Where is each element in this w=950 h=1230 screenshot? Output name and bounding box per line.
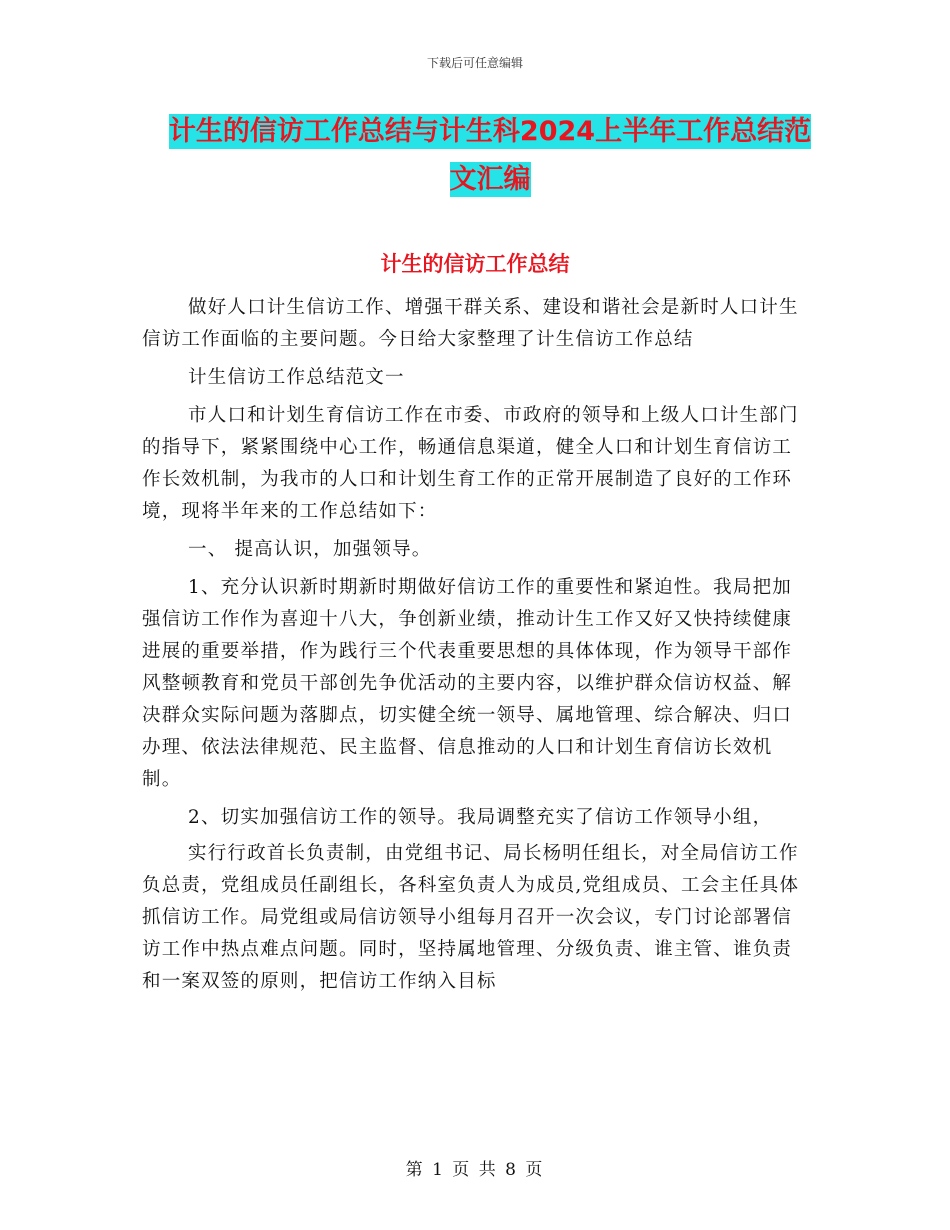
section-title: 计生的信访工作总结 [380, 252, 570, 276]
paragraph-heading-1: 一、 提高认识，加强领导。 [188, 539, 432, 560]
page-header-note: 下载后可任意编辑 [426, 56, 523, 70]
paragraph-intro: 做好人口计生信访工作、增强干群关系、建设和谐社会是新时人口计生信访工作面临的主要问题。今日给大家整理了计生信访工作总结 [142, 297, 799, 350]
paragraph-subtitle: 计生信访工作总结范文一 [188, 367, 405, 388]
page-footer-number: 第 1 页 共 8 页 [405, 1160, 545, 1180]
paragraph-item-2: 2、切实加强信访工作的领导。我局调整充实了信访工作领导小组， [188, 807, 773, 828]
document-title [140, 108, 840, 204]
paragraph-item-1: 1、充分认识新时期新时期做好信访工作的重要性和紧迫性。我局把加强信访工作作为喜迎十八大，争创新业绩，推动计生工作又好又快持续健康进展的重要举措，作为践行三个代表重要思想的具体体现，作为领导干部作风整顿教育和党员干部创先争优活动的主要内容，以维护群众信访权益、解决群众实际问题为落脚点，切实健全统一领导、属地管理、综合解决、归口办理、依法法律规范、民主监督、信息推动的人口和计划生育信访长效机制。 [142, 577, 793, 790]
document-title-line1: 计生的信访工作总结与计生科2024上半年工作总结范 [168, 116, 812, 147]
document-title-line2: 文汇编 [449, 164, 531, 195]
document-body [142, 292, 810, 1004]
paragraph-overview: 市人口和计划生育信访工作在市委、市政府的领导和上级人口计生部门的指导下，紧紧围绕中心工作，畅通信息渠道，健全人口和计划生育信访工作长效机制，为我市的人口和计划生育工作的正常开展制造了良好的工作环境，现将半年来的工作总结如下： [142, 405, 799, 522]
paragraph-item-2-continued: 实行行政首长负责制，由党组书记、局长杨明任组长，对全局信访工作负总责，党组成员任副组长，各科室负责人为成员,党组成员、工会主任具体抓信访工作。局党组或局信访领导小组每月召开一次会议，专门讨论部署信访工作中热点难点问题。同时，坚持属地管理、分级负责、谁主管、谁负责和一案双签的原则，把信访工作纳入目标 [142, 843, 800, 992]
